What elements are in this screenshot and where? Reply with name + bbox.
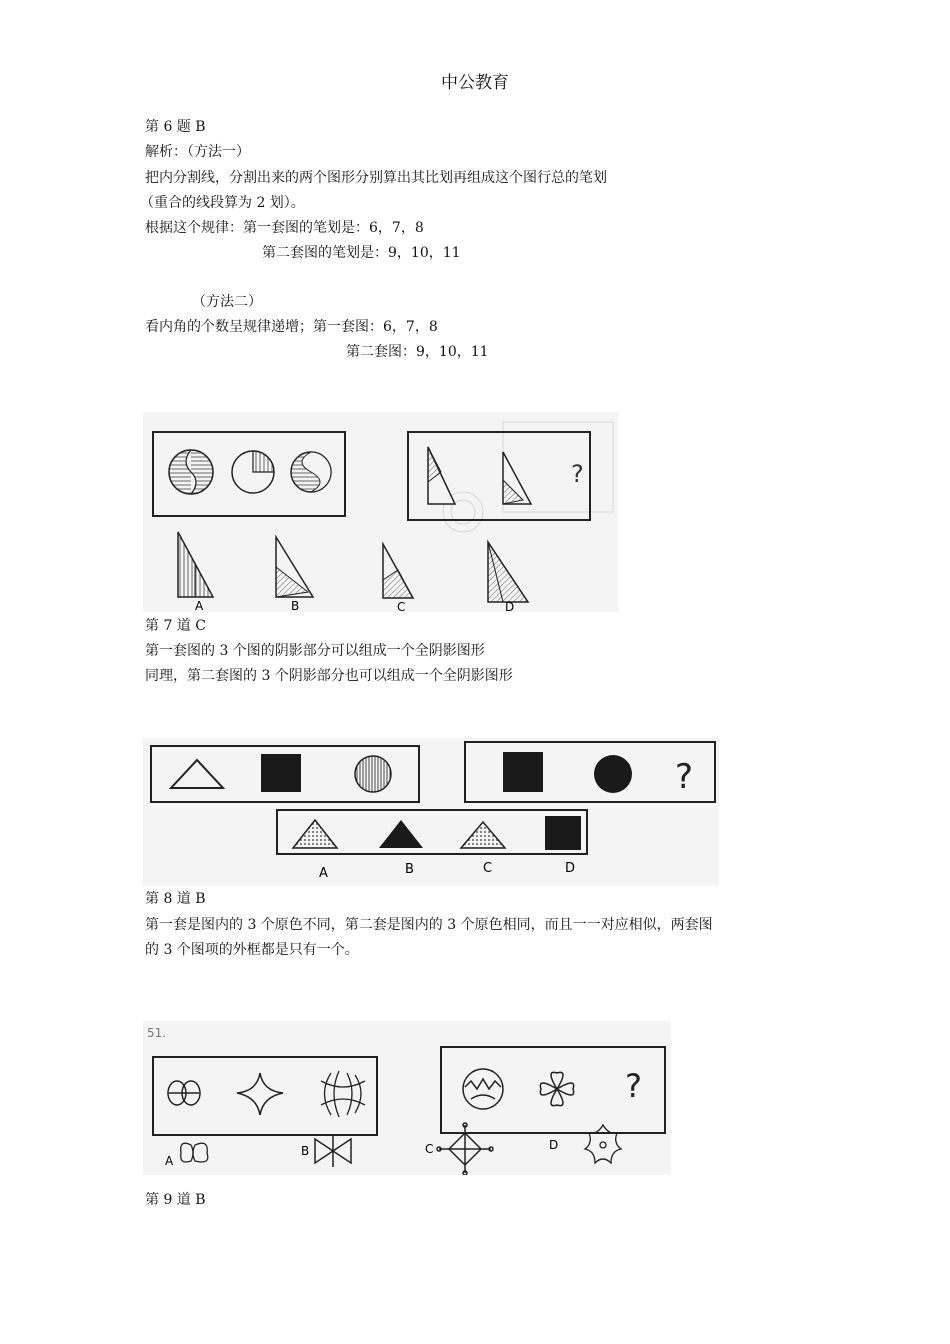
q9-option-c-label: C	[425, 1142, 434, 1156]
q8-option-d-label: D	[565, 861, 576, 876]
q7-option-d	[488, 542, 528, 602]
q9-answer: 第 9 道 B	[145, 1192, 206, 1208]
q8-answer: 第 8 道 B	[145, 891, 206, 907]
q7-option-c	[383, 544, 413, 598]
q8-set2-circle	[594, 755, 632, 793]
q8-line-2: 的 3 个图项的外框都是只有一个。	[145, 942, 359, 958]
q7-line-1: 第一套图的 3 个图的阴影部分可以组成一个全阴影图形	[145, 643, 485, 659]
q9-set2-four-petal	[540, 1072, 573, 1105]
q7-set2-triangle-1	[428, 447, 455, 504]
q9-option-b	[315, 1135, 351, 1167]
q7-option-c-label: C	[397, 600, 406, 612]
q7-set2-triangle-2	[503, 452, 531, 504]
q8-option-b-label: B	[405, 862, 414, 877]
q7-option-d-label: D	[505, 600, 515, 612]
q8-option-c	[461, 822, 505, 848]
q8-option-a-label: A	[319, 866, 328, 881]
q7-figure	[143, 412, 618, 612]
page-title: 中公教育	[441, 73, 509, 93]
q9-set1-double-oval	[168, 1081, 200, 1105]
q8-option-b	[379, 820, 423, 848]
q8-set1-square	[261, 754, 301, 792]
q8-question-mark: ?	[675, 757, 694, 797]
q8-figure	[143, 738, 719, 886]
q9-option-d-label: D	[549, 1138, 559, 1152]
q7-set1-circle-3	[291, 452, 331, 492]
q8-option-a	[293, 820, 337, 848]
q8-set1-circle	[355, 756, 391, 792]
q6-line-2: （重合的线段算为 2 划）。	[140, 195, 305, 211]
q8-option-d	[545, 816, 581, 850]
q6-analysis-label: 解析：（方法一）	[145, 144, 250, 160]
q7-option-b	[276, 537, 313, 597]
q8-set1-triangle	[171, 760, 223, 788]
q6-answer: 第 6 题 B	[145, 119, 206, 135]
q7-faint-background	[443, 422, 613, 532]
q9-set1-petals	[321, 1071, 365, 1117]
q7-option-a	[178, 532, 213, 597]
q6-line-5: 看内角的个数呈规律递增；第一套图：6，7，8	[145, 319, 438, 335]
q9-set2-circle-figure	[463, 1069, 503, 1109]
q8-set2-square	[503, 752, 543, 792]
q8-line-1: 第一套是图内的 3 个原色不同，第二套是图内的 3 个原色相同，而且一一对应相似，两套图	[145, 917, 713, 933]
q9-option-a	[181, 1143, 208, 1162]
q7-set1-circle-1	[169, 450, 213, 494]
q9-set1-frame	[153, 1057, 377, 1135]
q9-option-c	[437, 1123, 493, 1175]
q6-line-3: 根据这个规律：第一套图的笔划是：6，7，8	[145, 220, 424, 236]
q7-option-a-label: A	[195, 599, 204, 612]
q9-question-mark: ?	[625, 1067, 642, 1105]
q7-answer: 第 7 道 C	[145, 618, 206, 634]
q7-line-2: 同理，第二套图的 3 个阴影部分也可以组成一个全阴影图形	[145, 668, 513, 684]
q9-question-number: 51.	[147, 1026, 167, 1040]
q9-figure	[143, 1021, 671, 1175]
q9-option-d	[585, 1125, 621, 1163]
q9-set1-star	[237, 1073, 283, 1115]
q7-option-b-label: B	[291, 599, 300, 612]
q6-line-6: 第二套图：9，10，11	[346, 344, 489, 360]
q6-line-1: 把内分割线，分割出来的两个图形分别算出其比划再组成这个图行总的笔划	[145, 170, 607, 186]
q9-option-b-label: B	[301, 1144, 310, 1158]
q7-set1-circle-2	[232, 451, 274, 493]
q6-line-4: 第二套图的笔划是：9，10，11	[262, 245, 461, 261]
q6-method-2: （方法二）	[192, 294, 262, 310]
q9-option-a-label: A	[165, 1154, 174, 1168]
q7-question-mark: ?	[571, 460, 584, 488]
q8-option-c-label: C	[483, 861, 493, 876]
